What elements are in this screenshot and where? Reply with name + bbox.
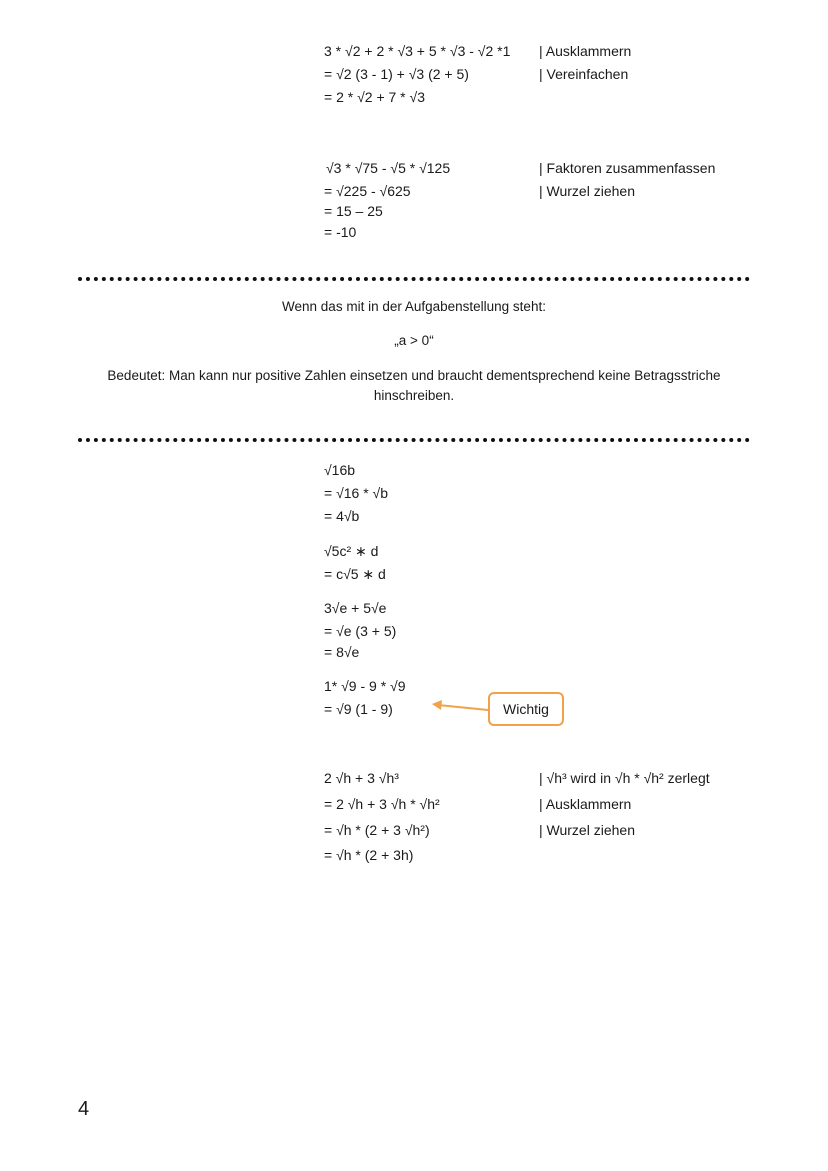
equation-line: = √9 (1 - 9) (324, 701, 393, 717)
equation-line: = c√5 ∗ d (324, 566, 386, 582)
info-text: hinschreiben. (373, 388, 455, 403)
equation-line: = √h * (2 + 3h) (324, 847, 414, 863)
equation-line: 2 √h + 3 √h³ (324, 770, 399, 786)
equation-line: = 15 – 25 (324, 203, 383, 219)
step-note: | Wurzel ziehen (539, 183, 635, 199)
step-note: | Wurzel ziehen (539, 822, 635, 838)
equation-line: 1* √9 - 9 * √9 (324, 678, 406, 694)
dotted-separator (78, 277, 750, 281)
step-note: | Vereinfachen (539, 66, 629, 82)
info-text: Bedeutet: Man kann nur positive Zahlen einsetzen und braucht dementsprechend keine Betragsstriche (107, 368, 721, 383)
equation-line: 3 * √2 + 2 * √3 + 5 * √3 - √2 *1 (324, 43, 511, 59)
arrow-icon (430, 696, 490, 720)
equation-line: √5c² ∗ d (324, 543, 379, 559)
page-number: 4 (78, 1098, 90, 1120)
step-note: | Ausklammern (539, 796, 632, 812)
equation-line: √3 * √75 - √5 * √125 (326, 160, 451, 176)
dotted-separator (78, 438, 750, 442)
step-note: | Ausklammern (539, 43, 632, 59)
equation-line: = 2 * √2 + 7 * √3 (324, 89, 425, 105)
equation-line: = -10 (324, 224, 357, 240)
equation-line: = √e (3 + 5) (324, 623, 397, 639)
equation-line: = 4√b (324, 508, 360, 524)
equation-line: = √16 * √b (324, 485, 389, 501)
equation-line: = √h * (2 + 3 √h²) (324, 822, 430, 838)
condition-text: „a > 0“ (394, 333, 434, 348)
equation-line: √16b (324, 462, 356, 478)
equation-line: = 8√e (324, 644, 360, 660)
info-text: Wenn das mit in der Aufgabenstellung steht: (282, 299, 546, 314)
equation-line: = √2 (3 - 1) + √3 (2 + 5) (324, 66, 469, 82)
step-note: | √h³ wird in √h * √h² zerlegt (539, 770, 710, 786)
equation-line: = √225 - √625 (324, 183, 411, 199)
step-note: | Faktoren zusammenfassen (539, 160, 716, 176)
wichtig-callout: Wichtig (488, 692, 564, 726)
equation-line: 3√e + 5√e (324, 600, 387, 616)
equation-line: = 2 √h + 3 √h * √h² (324, 796, 440, 812)
